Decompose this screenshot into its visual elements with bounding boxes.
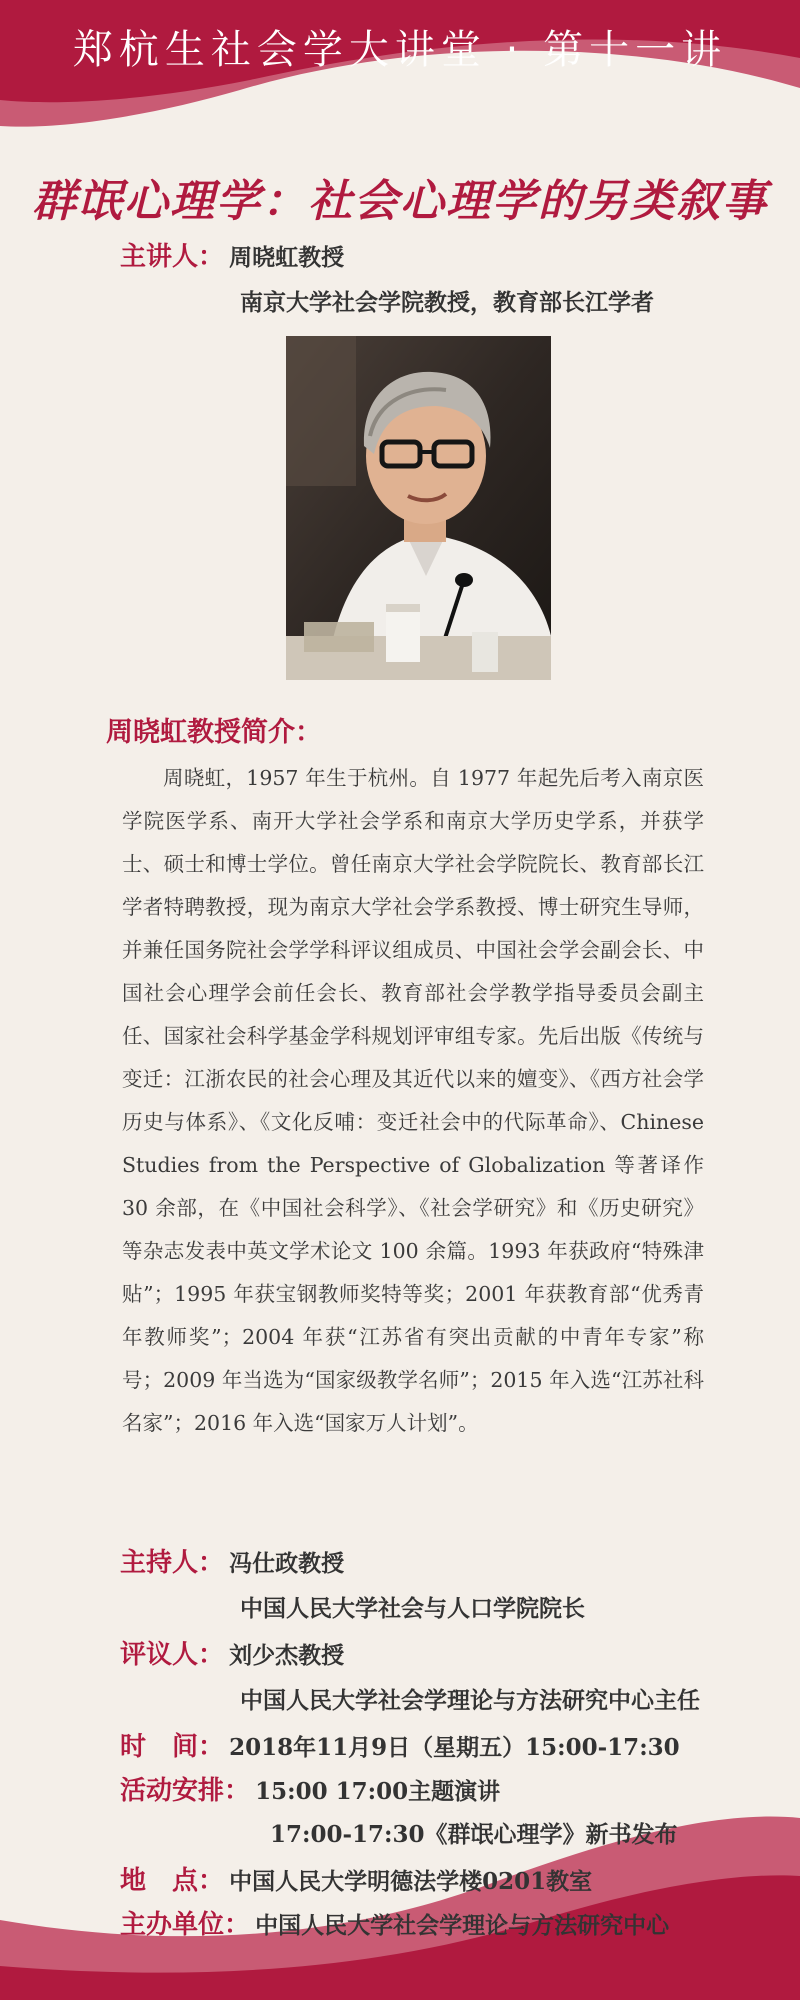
host-name: 冯仕政教授 — [229, 1550, 345, 1577]
host-row — [120, 1542, 344, 1579]
venue-row — [120, 1860, 592, 1897]
venue-value: 中国人民大学明德法学楼0201教室 — [229, 1868, 593, 1895]
speaker-photo — [286, 336, 551, 680]
schedule-item: 15:00 17:00主题演讲 — [255, 1778, 501, 1805]
speaker-label: 主讲人： — [120, 242, 225, 272]
host-affiliation: 中国人民大学社会与人口学院院长 — [240, 1595, 585, 1622]
time-value: 2018年11月9日（星期五）15:00-17:30 — [229, 1734, 680, 1761]
discussant-affiliation: 中国人民大学社会学理论与方法研究中心主任 — [240, 1687, 700, 1714]
host-label: 主持人： — [120, 1548, 225, 1578]
bio-text: 周晓虹，1957 年生于杭州。自 1977 年起先后考入南京医学院医学系、南开大学社会学系和南京大学历史学系，并获学士、硕士和博士学位。曾任南京大学社会学院院长、教育部长江学者特聘教授，现为南京大学社会学系教授、博士研究生导师，并兼任国务院社会学学科评议组成员、中国社会学会副会长、中国社会心理学会前任会长、教育部社会学教学指导委员会副主任、国家社会科学基金学科规划评审组专家。先后出版《传统与变迁：江浙农民的社会心理及其近代以来的嬗变》、《西方社会学历史与体系》、《文化反哺：变迁社会中的代际革命》、Chinese Studies from the Perspective of Globalization 等著译作 30 余部，在《中国社会科学》、《社会学研究》和《历史研究》等杂志发表中英文学术论文 100 余篇。1993 年获政府“特殊津贴”；1995 年获宝钢教师奖特等奖；2001 年获教育部“优秀青年教师奖”；2004 年获“江苏省有突出贡献的中青年专家”称号；2009 年当选为“国家级教学名师”；2015 年入选“江苏社科名家”；2016 年入选“国家万人计划”。 — [122, 766, 704, 1435]
speaker-row — [120, 236, 344, 273]
discussant-label: 评议人： — [120, 1640, 225, 1670]
bio-heading: 周晓虹教授简介： — [106, 717, 322, 748]
speaker-affiliation: 南京大学社会学院教授，教育部长江学者 — [240, 289, 654, 316]
discussant-name: 刘少杰教授 — [229, 1642, 345, 1669]
speaker-name: 周晓虹教授 — [229, 244, 345, 271]
schedule-row — [120, 1770, 500, 1807]
time-row — [120, 1726, 680, 1763]
series-title: 郑杭生社会学大讲堂 · 第十一讲 — [72, 27, 728, 73]
venue-label: 地 点： — [120, 1866, 225, 1896]
organizer-row — [120, 1904, 669, 1941]
lecture-title: 群氓心理学：社会心理学的另类叙事 — [32, 176, 768, 227]
organizer-value: 中国人民大学社会学理论与方法研究中心 — [255, 1912, 670, 1939]
schedule-item: 17:00-17:30《群氓心理学》新书发布 — [270, 1821, 678, 1848]
schedule-label: 活动安排： — [120, 1776, 251, 1806]
organizer-label: 主办单位： — [120, 1910, 251, 1940]
time-label: 时 间： — [120, 1732, 225, 1762]
discussant-row — [120, 1634, 344, 1671]
